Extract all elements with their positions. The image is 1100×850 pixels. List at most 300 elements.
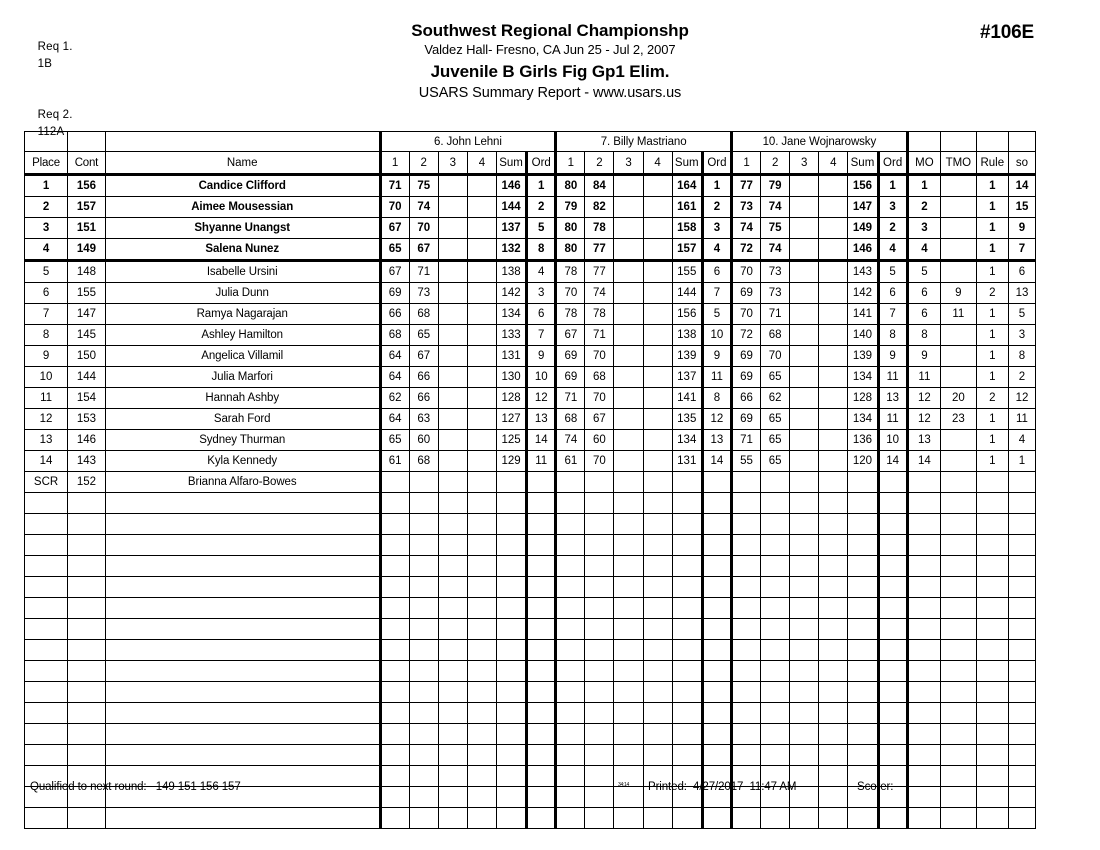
cell-so — [1008, 577, 1035, 598]
cell-j2-sum — [672, 577, 702, 598]
cell-j3-ord — [878, 472, 907, 493]
cell-j1-fig2: 67 — [409, 346, 438, 367]
cell-name: Candice Clifford — [105, 175, 380, 197]
cell-j3-fig2: 71 — [761, 304, 790, 325]
cell-j3-fig4 — [819, 661, 848, 682]
cell-j2-ord — [702, 577, 731, 598]
cell-mo: 12 — [907, 409, 940, 430]
cell-j1-fig1 — [380, 682, 409, 703]
cell-j1-fig3 — [438, 745, 467, 766]
judge-row-spacer-so — [1008, 132, 1035, 152]
cell-j3-fig2: 68 — [761, 325, 790, 346]
cell-j3-fig4 — [819, 703, 848, 724]
cell-j3-fig4 — [819, 493, 848, 514]
cell-so: 2 — [1008, 367, 1035, 388]
cell-j2-fig1: 67 — [556, 325, 585, 346]
cell-j1-fig3 — [438, 304, 467, 325]
cell-j2-fig4 — [643, 346, 672, 367]
cell-j2-sum — [672, 619, 702, 640]
cell-j1-fig3 — [438, 261, 467, 283]
cell-mo: 8 — [907, 325, 940, 346]
cell-j1-sum: 132 — [496, 239, 526, 261]
cell-j2-fig1 — [556, 640, 585, 661]
cell-j3-sum: 146 — [848, 239, 878, 261]
cell-rule — [976, 766, 1008, 787]
cell-j1-fig2 — [409, 535, 438, 556]
cell-name: Aimee Mousessian — [105, 197, 380, 218]
cell-j1-ord: 10 — [527, 367, 556, 388]
cell-j2-fig4 — [643, 239, 672, 261]
cell-j1-fig1: 70 — [380, 197, 409, 218]
cell-j2-fig4 — [643, 261, 672, 283]
table-row-empty — [25, 640, 1036, 661]
cell-j1-ord — [527, 619, 556, 640]
cell-j2-fig4 — [643, 430, 672, 451]
cell-j3-fig1 — [732, 514, 761, 535]
cell-j1-fig3 — [438, 661, 467, 682]
cell-place: 10 — [25, 367, 68, 388]
cell-j3-sum: 143 — [848, 261, 878, 283]
cell-j1-fig4 — [467, 451, 496, 472]
cell-j2-sum — [672, 703, 702, 724]
cell-j3-fig2 — [761, 577, 790, 598]
cell-j2-sum: 158 — [672, 218, 702, 239]
cell-j2-fig1 — [556, 745, 585, 766]
cell-so: 7 — [1008, 239, 1035, 261]
cell-cont: 145 — [68, 325, 106, 346]
cell-j3-fig3 — [790, 239, 819, 261]
cell-j3-sum: 141 — [848, 304, 878, 325]
cell-tmo — [941, 535, 977, 556]
cell-so: 6 — [1008, 261, 1035, 283]
cell-j2-fig1: 80 — [556, 218, 585, 239]
cell-mo — [907, 598, 940, 619]
cell-j1-sum — [496, 472, 526, 493]
cell-j1-fig3 — [438, 346, 467, 367]
cell-tmo — [941, 451, 977, 472]
cell-mo — [907, 724, 940, 745]
cell-j1-fig1: 64 — [380, 367, 409, 388]
cell-j2-fig1 — [556, 535, 585, 556]
cell-rule — [976, 535, 1008, 556]
cell-j1-fig2: 70 — [409, 218, 438, 239]
cell-j1-fig3 — [438, 556, 467, 577]
cell-j1-fig2 — [409, 514, 438, 535]
cell-name — [105, 703, 380, 724]
cell-tmo — [941, 745, 977, 766]
cell-so: 8 — [1008, 346, 1035, 367]
cell-j2-fig2 — [585, 619, 614, 640]
cell-j2-fig3 — [614, 535, 643, 556]
table-row — [25, 197, 1036, 218]
cell-mo — [907, 577, 940, 598]
judge-row-spacer-mo — [907, 132, 940, 152]
cell-j2-fig4 — [643, 175, 672, 197]
cell-j3-ord: 14 — [878, 451, 907, 472]
cell-j1-sum: 144 — [496, 197, 526, 218]
cell-j2-fig2 — [585, 514, 614, 535]
cell-j3-fig2 — [761, 514, 790, 535]
cell-j1-fig2: 63 — [409, 409, 438, 430]
cell-j1-fig1 — [380, 724, 409, 745]
print-mark: 34:14 — [618, 782, 630, 788]
cell-j3-ord: 1 — [878, 175, 907, 197]
cell-tmo — [941, 493, 977, 514]
cell-j1-ord — [527, 577, 556, 598]
cell-j2-ord: 3 — [702, 218, 731, 239]
cell-cont: 150 — [68, 346, 106, 367]
cell-j1-sum — [496, 661, 526, 682]
cell-j2-fig1: 69 — [556, 346, 585, 367]
cell-j3-fig3 — [790, 598, 819, 619]
cell-j2-fig3 — [614, 261, 643, 283]
requirement-1-value: 1B — [37, 58, 53, 70]
cell-tmo — [941, 682, 977, 703]
cell-j2-fig1: 69 — [556, 367, 585, 388]
cell-cont: 143 — [68, 451, 106, 472]
cell-j3-fig4 — [819, 388, 848, 409]
cell-so: 9 — [1008, 218, 1035, 239]
cell-j3-fig3 — [790, 304, 819, 325]
cell-mo: 5 — [907, 261, 940, 283]
cell-j1-fig3 — [438, 640, 467, 661]
cell-j2-fig2 — [585, 787, 614, 808]
cell-j2-fig3 — [614, 577, 643, 598]
cell-j3-fig3 — [790, 346, 819, 367]
cell-j1-sum — [496, 535, 526, 556]
cell-j1-fig2 — [409, 493, 438, 514]
cell-j1-fig2: 75 — [409, 175, 438, 197]
cell-j3-ord: 13 — [878, 388, 907, 409]
cell-j1-fig4 — [467, 367, 496, 388]
cell-mo: 11 — [907, 367, 940, 388]
cell-j2-fig3 — [614, 304, 643, 325]
cell-j3-fig4 — [819, 640, 848, 661]
table-row — [25, 304, 1036, 325]
cell-j1-fig2 — [409, 745, 438, 766]
cell-j1-ord — [527, 808, 556, 829]
cell-j3-fig3 — [790, 388, 819, 409]
cell-j1-fig1: 66 — [380, 304, 409, 325]
cell-j3-fig3 — [790, 724, 819, 745]
cell-j3-fig2: 79 — [761, 175, 790, 197]
cell-j2-fig3 — [614, 808, 643, 829]
cell-j3-fig1: 77 — [732, 175, 761, 197]
cell-j1-ord — [527, 661, 556, 682]
cell-j3-fig4 — [819, 766, 848, 787]
cell-j1-sum: 127 — [496, 409, 526, 430]
cell-cont — [68, 514, 106, 535]
cell-j1-fig3 — [438, 367, 467, 388]
cell-cont: 151 — [68, 218, 106, 239]
cell-j3-fig4 — [819, 787, 848, 808]
cell-j2-fig1: 68 — [556, 409, 585, 430]
cell-so — [1008, 619, 1035, 640]
cell-j1-sum — [496, 787, 526, 808]
cell-j2-fig3 — [614, 218, 643, 239]
cell-j1-fig2 — [409, 724, 438, 745]
cell-j3-fig4 — [819, 598, 848, 619]
cell-so — [1008, 514, 1035, 535]
column-header-j1-fig3: 3 — [438, 152, 467, 175]
cell-mo: 3 — [907, 218, 940, 239]
cell-j3-fig4 — [819, 724, 848, 745]
cell-j1-ord: 8 — [527, 239, 556, 261]
cell-place: 4 — [25, 239, 68, 261]
cell-j1-ord: 5 — [527, 218, 556, 239]
cell-j2-ord: 14 — [702, 451, 731, 472]
cell-j1-fig2: 60 — [409, 430, 438, 451]
cell-j2-ord — [702, 661, 731, 682]
cell-j1-fig4 — [467, 283, 496, 304]
cell-j1-fig2 — [409, 472, 438, 493]
cell-rule: 1 — [976, 261, 1008, 283]
cell-cont — [68, 535, 106, 556]
cell-tmo — [941, 766, 977, 787]
cell-j1-fig4 — [467, 556, 496, 577]
cell-j2-fig2 — [585, 724, 614, 745]
cell-j1-ord: 6 — [527, 304, 556, 325]
cell-j1-fig4 — [467, 514, 496, 535]
cell-j1-sum — [496, 724, 526, 745]
cell-rule: 1 — [976, 325, 1008, 346]
cell-j1-sum: 146 — [496, 175, 526, 197]
cell-j2-sum: 141 — [672, 388, 702, 409]
cell-j1-fig2 — [409, 556, 438, 577]
cell-j1-fig1: 65 — [380, 239, 409, 261]
cell-tmo — [941, 175, 977, 197]
cell-j1-sum — [496, 640, 526, 661]
cell-j3-fig4 — [819, 346, 848, 367]
cell-j1-ord — [527, 598, 556, 619]
cell-j3-fig4 — [819, 304, 848, 325]
cell-name — [105, 556, 380, 577]
cell-j2-fig4 — [643, 661, 672, 682]
cell-j3-fig2: 73 — [761, 283, 790, 304]
cell-j1-sum: 129 — [496, 451, 526, 472]
cell-so: 12 — [1008, 388, 1035, 409]
cell-j1-fig4 — [467, 218, 496, 239]
cell-name: Sydney Thurman — [105, 430, 380, 451]
cell-j2-fig2 — [585, 703, 614, 724]
cell-j3-fig3 — [790, 283, 819, 304]
cell-so — [1008, 640, 1035, 661]
cell-j2-fig4 — [643, 682, 672, 703]
results-table-body — [25, 132, 1036, 829]
cell-j3-fig4 — [819, 514, 848, 535]
cell-j3-sum — [848, 640, 878, 661]
cell-mo — [907, 640, 940, 661]
cell-j1-fig1: 61 — [380, 451, 409, 472]
cell-j3-fig2 — [761, 493, 790, 514]
cell-j2-sum — [672, 724, 702, 745]
cell-j1-ord: 11 — [527, 451, 556, 472]
cell-j3-fig4 — [819, 283, 848, 304]
cell-j3-ord — [878, 661, 907, 682]
cell-j2-fig3 — [614, 451, 643, 472]
cell-j1-ord — [527, 787, 556, 808]
cell-j1-fig3 — [438, 787, 467, 808]
cell-cont: 154 — [68, 388, 106, 409]
cell-j1-ord — [527, 703, 556, 724]
cell-j2-ord: 12 — [702, 409, 731, 430]
cell-tmo — [941, 703, 977, 724]
cell-j3-fig1: 55 — [732, 451, 761, 472]
cell-j2-fig4 — [643, 304, 672, 325]
cell-mo — [907, 703, 940, 724]
cell-j1-sum — [496, 745, 526, 766]
cell-j1-fig1 — [380, 661, 409, 682]
cell-j2-fig2 — [585, 766, 614, 787]
cell-j3-sum: 147 — [848, 197, 878, 218]
table-row-empty — [25, 556, 1036, 577]
cell-j2-fig3 — [614, 493, 643, 514]
table-row — [25, 325, 1036, 346]
cell-cont: 146 — [68, 430, 106, 451]
cell-rule: 1 — [976, 367, 1008, 388]
cell-j2-ord — [702, 745, 731, 766]
cell-j1-fig2 — [409, 598, 438, 619]
cell-j2-fig1 — [556, 472, 585, 493]
cell-place: 3 — [25, 218, 68, 239]
table-row-empty — [25, 493, 1036, 514]
cell-j3-fig3 — [790, 175, 819, 197]
cell-mo: 6 — [907, 283, 940, 304]
cell-j2-ord: 1 — [702, 175, 731, 197]
cell-j3-ord — [878, 808, 907, 829]
judge-2-name: 7. Billy Mastriano — [556, 132, 732, 152]
cell-j1-fig3 — [438, 283, 467, 304]
cell-j1-fig3 — [438, 703, 467, 724]
cell-place: SCR — [25, 472, 68, 493]
cell-cont: 152 — [68, 472, 106, 493]
cell-name: Sarah Ford — [105, 409, 380, 430]
cell-j2-fig1: 79 — [556, 197, 585, 218]
cell-j2-fig3 — [614, 787, 643, 808]
judge-row-spacer-cont — [68, 132, 106, 152]
cell-j2-sum — [672, 514, 702, 535]
cell-cont — [68, 598, 106, 619]
cell-cont — [68, 640, 106, 661]
cell-tmo — [941, 640, 977, 661]
cell-j3-fig1 — [732, 724, 761, 745]
cell-j2-fig4 — [643, 556, 672, 577]
requirement-1-label: Req 1. — [37, 41, 73, 53]
cell-j2-fig2 — [585, 472, 614, 493]
cell-tmo — [941, 197, 977, 218]
cell-j1-sum: 128 — [496, 388, 526, 409]
cell-tmo — [941, 325, 977, 346]
cell-name — [105, 808, 380, 829]
cell-j3-fig2 — [761, 535, 790, 556]
table-row — [25, 261, 1036, 283]
cell-mo — [907, 766, 940, 787]
cell-j1-fig3 — [438, 430, 467, 451]
cell-j2-fig2: 70 — [585, 451, 614, 472]
cell-rule — [976, 598, 1008, 619]
cell-j2-fig1: 71 — [556, 388, 585, 409]
cell-j3-fig4 — [819, 218, 848, 239]
cell-j3-sum: 136 — [848, 430, 878, 451]
cell-j1-ord — [527, 472, 556, 493]
cell-so — [1008, 703, 1035, 724]
cell-j3-sum — [848, 745, 878, 766]
cell-j1-fig2: 68 — [409, 451, 438, 472]
cell-j3-ord: 9 — [878, 346, 907, 367]
cell-j3-fig4 — [819, 808, 848, 829]
cell-j3-sum: 142 — [848, 283, 878, 304]
cell-j3-sum — [848, 598, 878, 619]
cell-so — [1008, 661, 1035, 682]
cell-j2-fig1 — [556, 493, 585, 514]
cell-tmo — [941, 598, 977, 619]
cell-j1-ord — [527, 535, 556, 556]
cell-j3-ord: 2 — [878, 218, 907, 239]
cell-j2-fig1: 74 — [556, 430, 585, 451]
table-row — [25, 346, 1036, 367]
cell-cont — [68, 808, 106, 829]
table-row-empty — [25, 703, 1036, 724]
cell-tmo — [941, 556, 977, 577]
cell-j3-fig3 — [790, 514, 819, 535]
cell-so — [1008, 808, 1035, 829]
cell-cont — [68, 745, 106, 766]
cell-j3-fig4 — [819, 239, 848, 261]
cell-j2-fig3 — [614, 388, 643, 409]
cell-j1-fig4 — [467, 598, 496, 619]
cell-j2-fig4 — [643, 619, 672, 640]
table-row — [25, 367, 1036, 388]
cell-j3-fig2 — [761, 598, 790, 619]
cell-j2-fig1: 78 — [556, 304, 585, 325]
cell-j3-fig4 — [819, 577, 848, 598]
cell-rule — [976, 556, 1008, 577]
cell-j2-fig4 — [643, 493, 672, 514]
cell-j1-fig3 — [438, 577, 467, 598]
cell-j1-fig1 — [380, 535, 409, 556]
cell-j2-fig3 — [614, 724, 643, 745]
column-header-j2-fig2: 2 — [585, 152, 614, 175]
table-row — [25, 472, 1036, 493]
cell-name: Brianna Alfaro-Bowes — [105, 472, 380, 493]
cell-j3-fig3 — [790, 367, 819, 388]
cell-rule — [976, 472, 1008, 493]
cell-j1-fig3 — [438, 218, 467, 239]
cell-place: 6 — [25, 283, 68, 304]
cell-place — [25, 577, 68, 598]
cell-rule — [976, 514, 1008, 535]
cell-tmo — [941, 619, 977, 640]
cell-j2-fig4 — [643, 535, 672, 556]
cell-mo: 2 — [907, 197, 940, 218]
cell-j2-fig1 — [556, 577, 585, 598]
cell-mo: 14 — [907, 451, 940, 472]
cell-j1-ord: 13 — [527, 409, 556, 430]
cell-j3-fig3 — [790, 745, 819, 766]
cell-name — [105, 577, 380, 598]
cell-mo: 1 — [907, 175, 940, 197]
cell-j2-fig3 — [614, 325, 643, 346]
cell-j2-fig3 — [614, 409, 643, 430]
cell-so — [1008, 682, 1035, 703]
cell-j2-fig2: 68 — [585, 367, 614, 388]
cell-j2-sum: 161 — [672, 197, 702, 218]
column-header-mo: MO — [907, 152, 940, 175]
cell-j2-fig1: 78 — [556, 261, 585, 283]
cell-j2-fig2 — [585, 682, 614, 703]
cell-j1-fig2 — [409, 703, 438, 724]
cell-j1-fig3 — [438, 682, 467, 703]
